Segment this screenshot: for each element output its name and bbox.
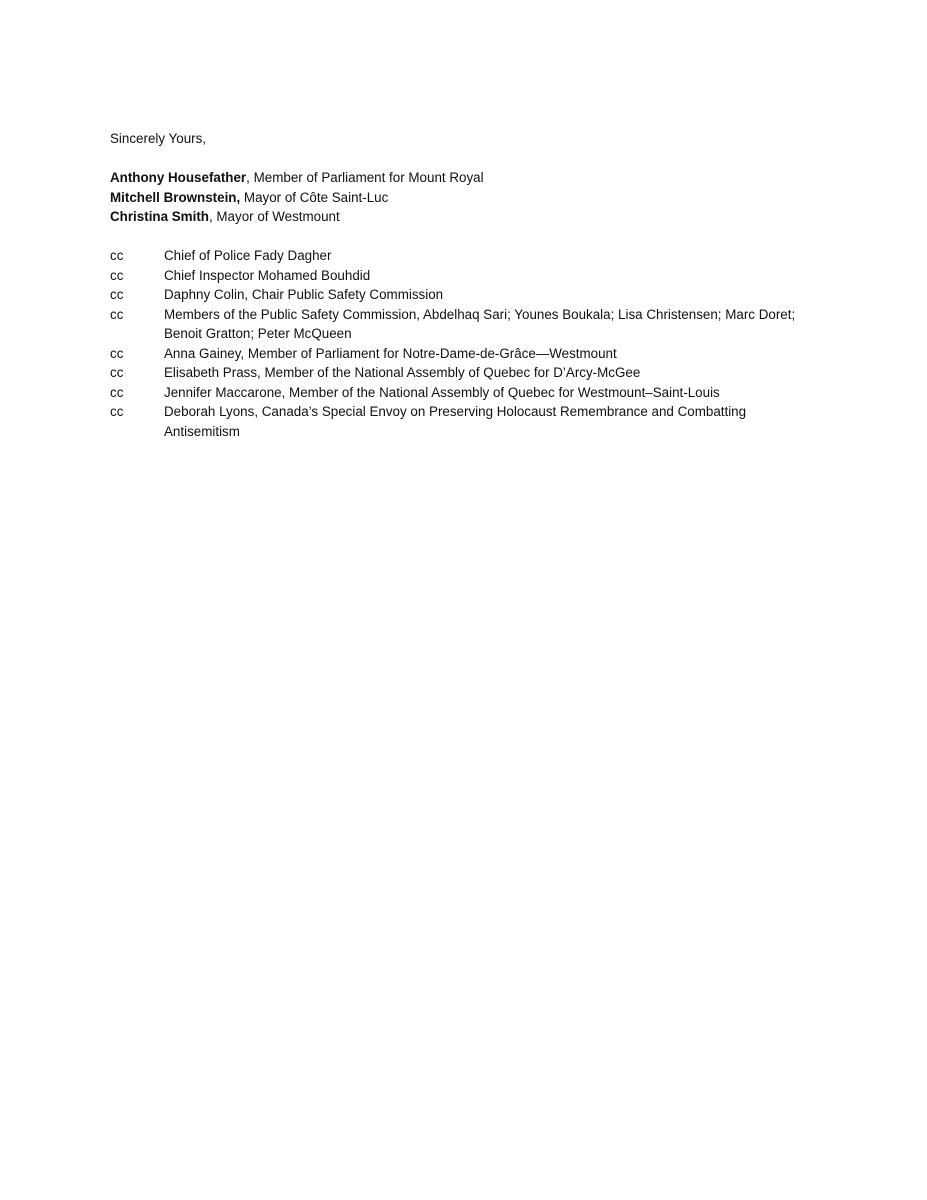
cc-recipient: Deborah Lyons, Canada’s Special Envoy on Preserving Holocaust Remembrance and Combatting Antisemitism xyxy=(164,404,747,439)
cc-label: cc xyxy=(110,248,124,263)
cc-list xyxy=(110,246,810,441)
signatory-name: Anthony Housefather xyxy=(110,170,247,185)
signatory-title: Mayor of Westmount xyxy=(212,209,340,224)
cc-entry xyxy=(110,285,810,305)
cc-entry xyxy=(110,402,810,441)
cc-recipient: Daphny Colin, Chair Public Safety Commission xyxy=(164,287,444,302)
letter-closing: Sincerely Yours, xyxy=(110,131,207,146)
signatory-line xyxy=(110,207,484,227)
cc-entry xyxy=(110,305,810,344)
cc-label: cc xyxy=(110,267,124,283)
signatory-line xyxy=(110,168,484,188)
cc-entry xyxy=(110,383,810,403)
signatory-name: Mitchell Brownstein, xyxy=(110,189,241,205)
cc-entry xyxy=(110,344,810,364)
cc-recipient: Chief Inspector Mohamed Bouhdid xyxy=(164,267,371,283)
cc-recipient: Members of the Public Safety Commission, Abdelhaq Sari; Younes Boukala; Lisa Christensen; Marc Doret; Benoit Gratton; Peter McQueen xyxy=(164,306,796,341)
cc-label: cc xyxy=(110,365,124,380)
cc-entry xyxy=(110,363,810,383)
cc-entry xyxy=(110,266,810,286)
cc-entry xyxy=(110,246,810,266)
cc-label: cc xyxy=(110,345,124,361)
cc-label: cc xyxy=(110,287,124,302)
signatory-title: Mayor of Côte Saint-Luc xyxy=(240,189,389,205)
signatory-line xyxy=(110,188,484,208)
cc-label: cc xyxy=(110,384,124,400)
cc-recipient: Chief of Police Fady Dagher xyxy=(164,248,332,263)
cc-recipient: Elisabeth Prass, Member of the National Assembly of Quebec for D’Arcy-McGee xyxy=(164,365,641,380)
cc-label: cc xyxy=(110,404,124,419)
cc-recipient: Jennifer Maccarone, Member of the National Assembly of Quebec for Westmount–Saint-Louis xyxy=(164,384,720,400)
signatory-separator: , xyxy=(246,170,250,185)
cc-recipient: Anna Gainey, Member of Parliament for Notre-Dame-de-Grâce—Westmount xyxy=(164,345,617,361)
signatory-name: Christina Smith xyxy=(110,209,209,224)
cc-label: cc xyxy=(110,306,124,322)
signatory-list xyxy=(110,168,484,227)
signatory-separator: , xyxy=(208,209,213,224)
signatory-title: Member of Parliament for Mount Royal xyxy=(249,170,484,185)
